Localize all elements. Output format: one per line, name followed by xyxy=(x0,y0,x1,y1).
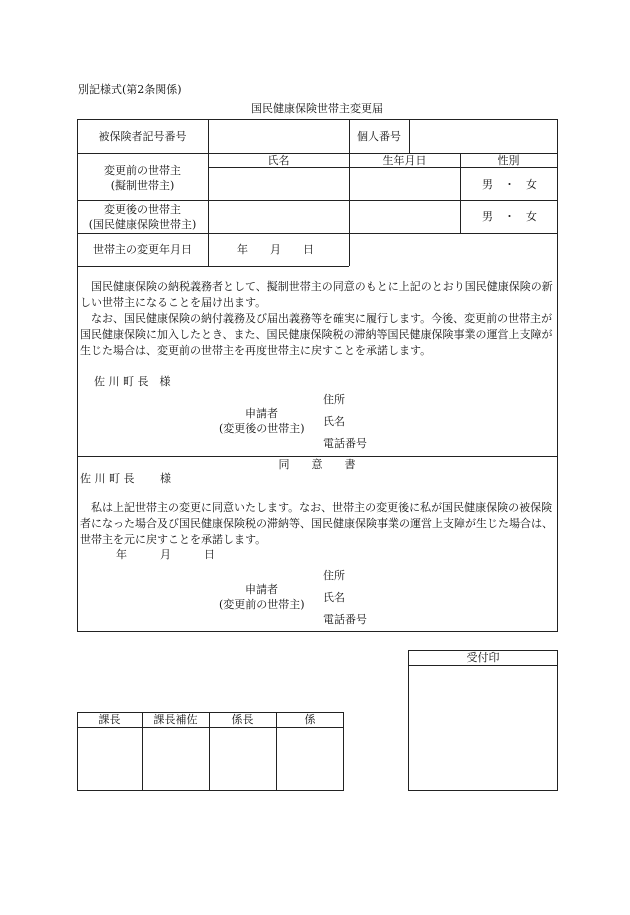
consent-addressee: 佐 川 町 長 様 xyxy=(80,472,171,485)
approval-stamp-assistant-chief[interactable] xyxy=(144,729,208,789)
after-head-name-field[interactable] xyxy=(210,202,347,232)
consent-phone-label: 電話番号 xyxy=(323,613,367,626)
insured-number-field[interactable] xyxy=(210,121,347,151)
after-head-label: 変更後の世帯主 xyxy=(104,203,181,216)
before-head-name-field[interactable] xyxy=(210,169,347,199)
receipt-stamp-area[interactable] xyxy=(410,667,556,789)
before-head-gender-options[interactable]: 男 ・ 女 xyxy=(482,178,537,191)
before-head-birthdate-field[interactable] xyxy=(351,169,458,199)
approval-col-section-chief: 課長 xyxy=(98,713,121,726)
column-name-header: 氏名 xyxy=(267,154,290,167)
column-gender-header: 性別 xyxy=(497,154,520,167)
consent-title: 同 意 書 xyxy=(278,458,356,471)
applicant-role: (変更後の世帯主) xyxy=(219,422,305,435)
applicant-phone-label: 電話番号 xyxy=(323,437,367,450)
approval-col-assistant-chief: 課長補佐 xyxy=(153,713,198,726)
consent-address-label: 住所 xyxy=(323,569,345,582)
declaration-addressee: 佐 川 町 長 様 xyxy=(94,375,171,388)
consent-body: 私は上記世帯主の変更に同意いたします。なお、世帯主の変更後に私が国民健康保険の被保険者になった場合及び国民健康保険税の滞納等、国民健康保険事業の運営上支障が生じた場合は、世帯主を元に戻すことを承諾します。 xyxy=(80,501,553,546)
applicant-name-label: 氏名 xyxy=(323,415,345,428)
approval-stamp-subsection-chief[interactable] xyxy=(211,729,275,789)
insured-number-label: 被保険者記号番号 xyxy=(98,130,187,143)
form-title: 国民健康保険世帯主変更届 xyxy=(251,102,383,115)
approval-stamp-section-chief[interactable] xyxy=(79,729,141,789)
declaration-paragraph-2: なお、国民健康保険の納付義務及び届出義務等を確実に履行します。今後、変更前の世帯主が国民健康保険に加入したとき、また、国民健康保険税の滞納等国民健康保険事業の運営上支障が生じた場合は、変更前の世帯主を再度世帯主に戻すことを承諾します。 xyxy=(80,312,553,357)
approval-stamp-staff[interactable] xyxy=(278,729,343,789)
consent-name-label: 氏名 xyxy=(323,591,345,604)
applicant-label: 申請者 xyxy=(245,407,278,420)
receipt-stamp-title: 受付印 xyxy=(466,651,500,664)
after-head-birthdate-field[interactable] xyxy=(351,202,458,232)
personal-number-field[interactable] xyxy=(411,121,556,151)
form-reference: 別記様式(第2条関係) xyxy=(78,83,182,96)
consent-applicant-role: (変更前の世帯主) xyxy=(219,598,305,611)
before-head-label: 変更前の世帯主 xyxy=(104,164,181,177)
applicant-address-label: 住所 xyxy=(323,393,345,406)
personal-number-label: 個人番号 xyxy=(357,130,401,143)
change-date-field[interactable]: 年 月 日 xyxy=(237,243,314,256)
consent-date[interactable]: 年 月 日 xyxy=(116,548,215,561)
approval-col-subsection-chief: 係長 xyxy=(231,713,254,726)
column-birthdate-header: 生年月日 xyxy=(382,154,427,167)
after-head-sublabel: (国民健康保険世帯主) xyxy=(88,218,197,231)
declaration-paragraph-1: 国民健康保険の納税義務者として、擬制世帯主の同意のもとに上記のとおり国民健康保険の新しい世帯主になることを届け出ます。 xyxy=(80,280,553,309)
approval-col-staff: 係 xyxy=(304,713,316,726)
consent-applicant-label: 申請者 xyxy=(245,583,278,596)
change-date-label: 世帯主の変更年月日 xyxy=(93,243,192,256)
after-head-gender-options[interactable]: 男 ・ 女 xyxy=(482,210,537,223)
before-head-sublabel: (擬制世帯主) xyxy=(110,179,175,192)
